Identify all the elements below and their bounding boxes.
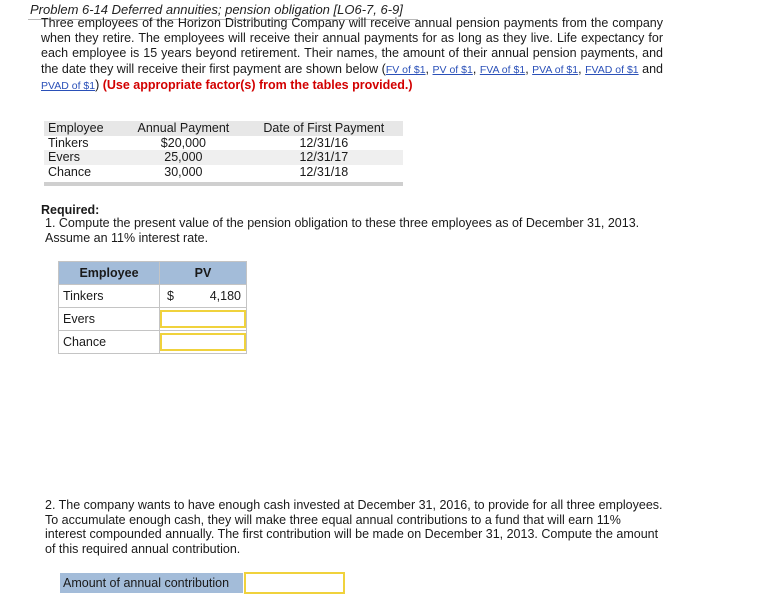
link-pvad-of-1[interactable]: PVAD of $1 — [41, 79, 96, 92]
employee-name: Tinkers — [48, 135, 89, 150]
employee-name: Evers — [48, 150, 80, 164]
answer-row — [59, 285, 247, 308]
pv-input[interactable] — [160, 333, 246, 351]
intro-text: Three employees of the Horizon Distributing Company will receive annual pension payments from the company when they retire. The employees will receive their annual payments for as long as they live. Life expectancy for each employee is 15 years beyond retirement. Their names, the amount of their annual pension payments, and the date they will receive their first payment are shown below ( — [41, 16, 663, 76]
answer-header-row — [59, 262, 247, 285]
col-first-payment-date: Date of First Payment — [263, 121, 385, 135]
pv-answer-table — [58, 261, 247, 354]
close-paren: ) — [95, 77, 103, 92]
link-pva-of-1[interactable]: PVA of $1 — [532, 63, 579, 76]
employee-name: Chance — [48, 164, 92, 179]
currency-symbol: $ — [167, 289, 174, 303]
link-fva-of-1[interactable]: FVA of $1 — [479, 63, 526, 76]
link-separator: , — [525, 61, 533, 76]
contribution-label: Amount of annual contribution — [60, 573, 243, 593]
table-row — [44, 165, 403, 180]
pension-data-table — [44, 121, 403, 179]
link-pv-of-1[interactable]: PV of $1 — [432, 63, 473, 76]
link-fv-of-1[interactable]: FV of $1 — [385, 63, 426, 76]
link-separator: , — [472, 61, 480, 76]
table-row — [44, 136, 403, 151]
problem-title: Problem 6-14 Deferred annuities; pension obligation [LO6-7, 6-9] — [30, 2, 403, 17]
link-fvad-of-1[interactable]: FVAD of $1 — [585, 63, 639, 76]
answer-col-employee: Employee — [59, 262, 160, 285]
annual-payment: $20,000 — [160, 135, 206, 150]
answer-employee: Tinkers — [59, 285, 160, 308]
first-payment-date: 12/31/17 — [299, 150, 349, 164]
col-employee: Employee — [48, 121, 104, 135]
question-2: 2. The company wants to have enough cash invested at December 31, 2016, to provide for all three employees. To accumulate enough cash, they will make three equal annual contributions to a fund that will earn 11% interest compounded annually. The first contribution will be made on December 31, 2013. Compute the amount of this required annual contribution. — [45, 498, 663, 556]
pv-cell[interactable] — [160, 308, 247, 331]
factor-instruction: (Use appropriate factor(s) from the tables provided.) — [102, 77, 413, 92]
required-heading: Required: — [41, 203, 100, 217]
link-and: and — [638, 61, 663, 76]
annual-payment: 25,000 — [164, 150, 203, 164]
problem-intro — [41, 16, 663, 94]
first-payment-date: 12/31/16 — [299, 135, 349, 150]
table-header-row — [44, 121, 403, 136]
contribution-input[interactable] — [244, 572, 345, 594]
table-row — [44, 150, 403, 165]
question-1: 1. Compute the present value of the pension obligation to these three employees as of December 31, 2013. Assume an 11% interest rate. — [45, 216, 640, 245]
pv-input[interactable] — [160, 287, 246, 305]
pv-input[interactable] — [160, 310, 246, 328]
answer-row — [59, 331, 247, 354]
link-separator: , — [578, 61, 586, 76]
col-annual-payment: Annual Payment — [137, 121, 230, 135]
link-separator: , — [425, 61, 433, 76]
annual-payment: 30,000 — [164, 164, 203, 179]
pv-cell[interactable] — [160, 285, 247, 308]
answer-row — [59, 308, 247, 331]
pv-cell[interactable] — [160, 331, 247, 354]
answer-employee: Evers — [59, 308, 160, 331]
pv-value: 4,180 — [209, 289, 241, 303]
answer-col-pv: PV — [160, 262, 247, 285]
table-bottom-bar — [44, 182, 403, 186]
answer-employee: Chance — [59, 331, 160, 354]
first-payment-date: 12/31/18 — [299, 164, 349, 179]
